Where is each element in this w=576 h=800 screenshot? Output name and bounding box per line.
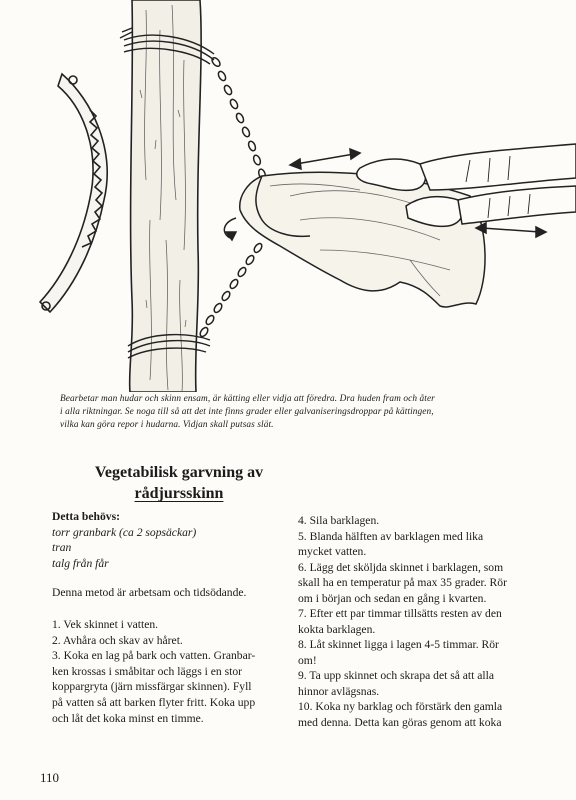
heading-line: rådjursskinn <box>134 485 224 502</box>
step-line: och låt det koka minst en timme. <box>52 711 204 725</box>
caption-line: i alla riktningar. Se noga till så att det inte finns grader eller galvaniseringsdroppar på kättingen, <box>60 407 434 418</box>
step-line: skall ha en temperatur på max 35 grader. Rör <box>298 576 507 589</box>
hide <box>240 172 485 307</box>
section-heading <box>60 462 298 504</box>
left-column <box>52 509 292 726</box>
materials-title: Detta behövs: <box>52 510 120 523</box>
step-line: 6. Lägg det sköljda skinnet i barklagen, som <box>298 560 504 574</box>
step-line: 5. Blanda hälften av barklagen med lika <box>298 529 484 543</box>
step-line: 4. Sila barklagen. <box>298 514 380 527</box>
step-line: på vatten så att barken flyter fritt. Koka upp <box>52 695 256 709</box>
step-line: ken krossas i småbitar och läggs i en stor <box>52 664 242 678</box>
caption-line: vilka kan göra repor i hudarna. Vidjan skall putsas slät. <box>60 420 274 431</box>
scraper-tool <box>40 74 107 312</box>
caption-line: Bearbetar man hudar och skinn ensam, är kätting eller vidja att föredra. Dra huden fram och åter <box>60 394 435 404</box>
material-item: tran <box>52 541 72 555</box>
step-line: 7. Efter ett par timmar tillsätts resten av den <box>298 607 502 620</box>
step-line: koppargryta (järn missfärgar skinnen). Fyll <box>52 680 252 694</box>
step-line: 1. Vek skinnet i vatten. <box>52 617 159 631</box>
right-column <box>298 513 538 730</box>
tree-trunk <box>130 0 202 392</box>
step-line: mycket vatten. <box>298 545 367 558</box>
page-number: 110 <box>40 770 60 785</box>
step-line: 10. Koka ny barklag och förstärk den gamla <box>298 700 503 713</box>
heading-line: Vegetabilisk garvning av <box>94 464 264 481</box>
step-line: om i början och sedan en gång i kvarten. <box>298 591 487 605</box>
illustration <box>0 0 576 392</box>
step-line: 3. Koka en lag på bark och vatten. Granbar- <box>52 649 256 663</box>
step-line: 9. Ta upp skinnet och skrapa det så att alla <box>298 669 495 682</box>
figure-caption <box>60 393 538 433</box>
intro-text: Denna metod är arbetsam och tidsödande. <box>52 586 247 600</box>
step-line: om! <box>298 653 317 667</box>
material-item: talg från får <box>52 556 109 570</box>
step-line: med denna. Detta kan göras genom att koka <box>298 715 502 729</box>
material-item: torr granbark (ca 2 sopsäckar) <box>52 525 197 539</box>
step-line: 8. Låt skinnet ligga i lagen 4-5 timmar. Rör <box>298 638 499 651</box>
step-line: 2. Avhåra och skav av håret. <box>52 633 183 647</box>
step-line: hinnor avlägsnas. <box>298 684 380 698</box>
step-line: kokta barklagen. <box>298 622 376 636</box>
